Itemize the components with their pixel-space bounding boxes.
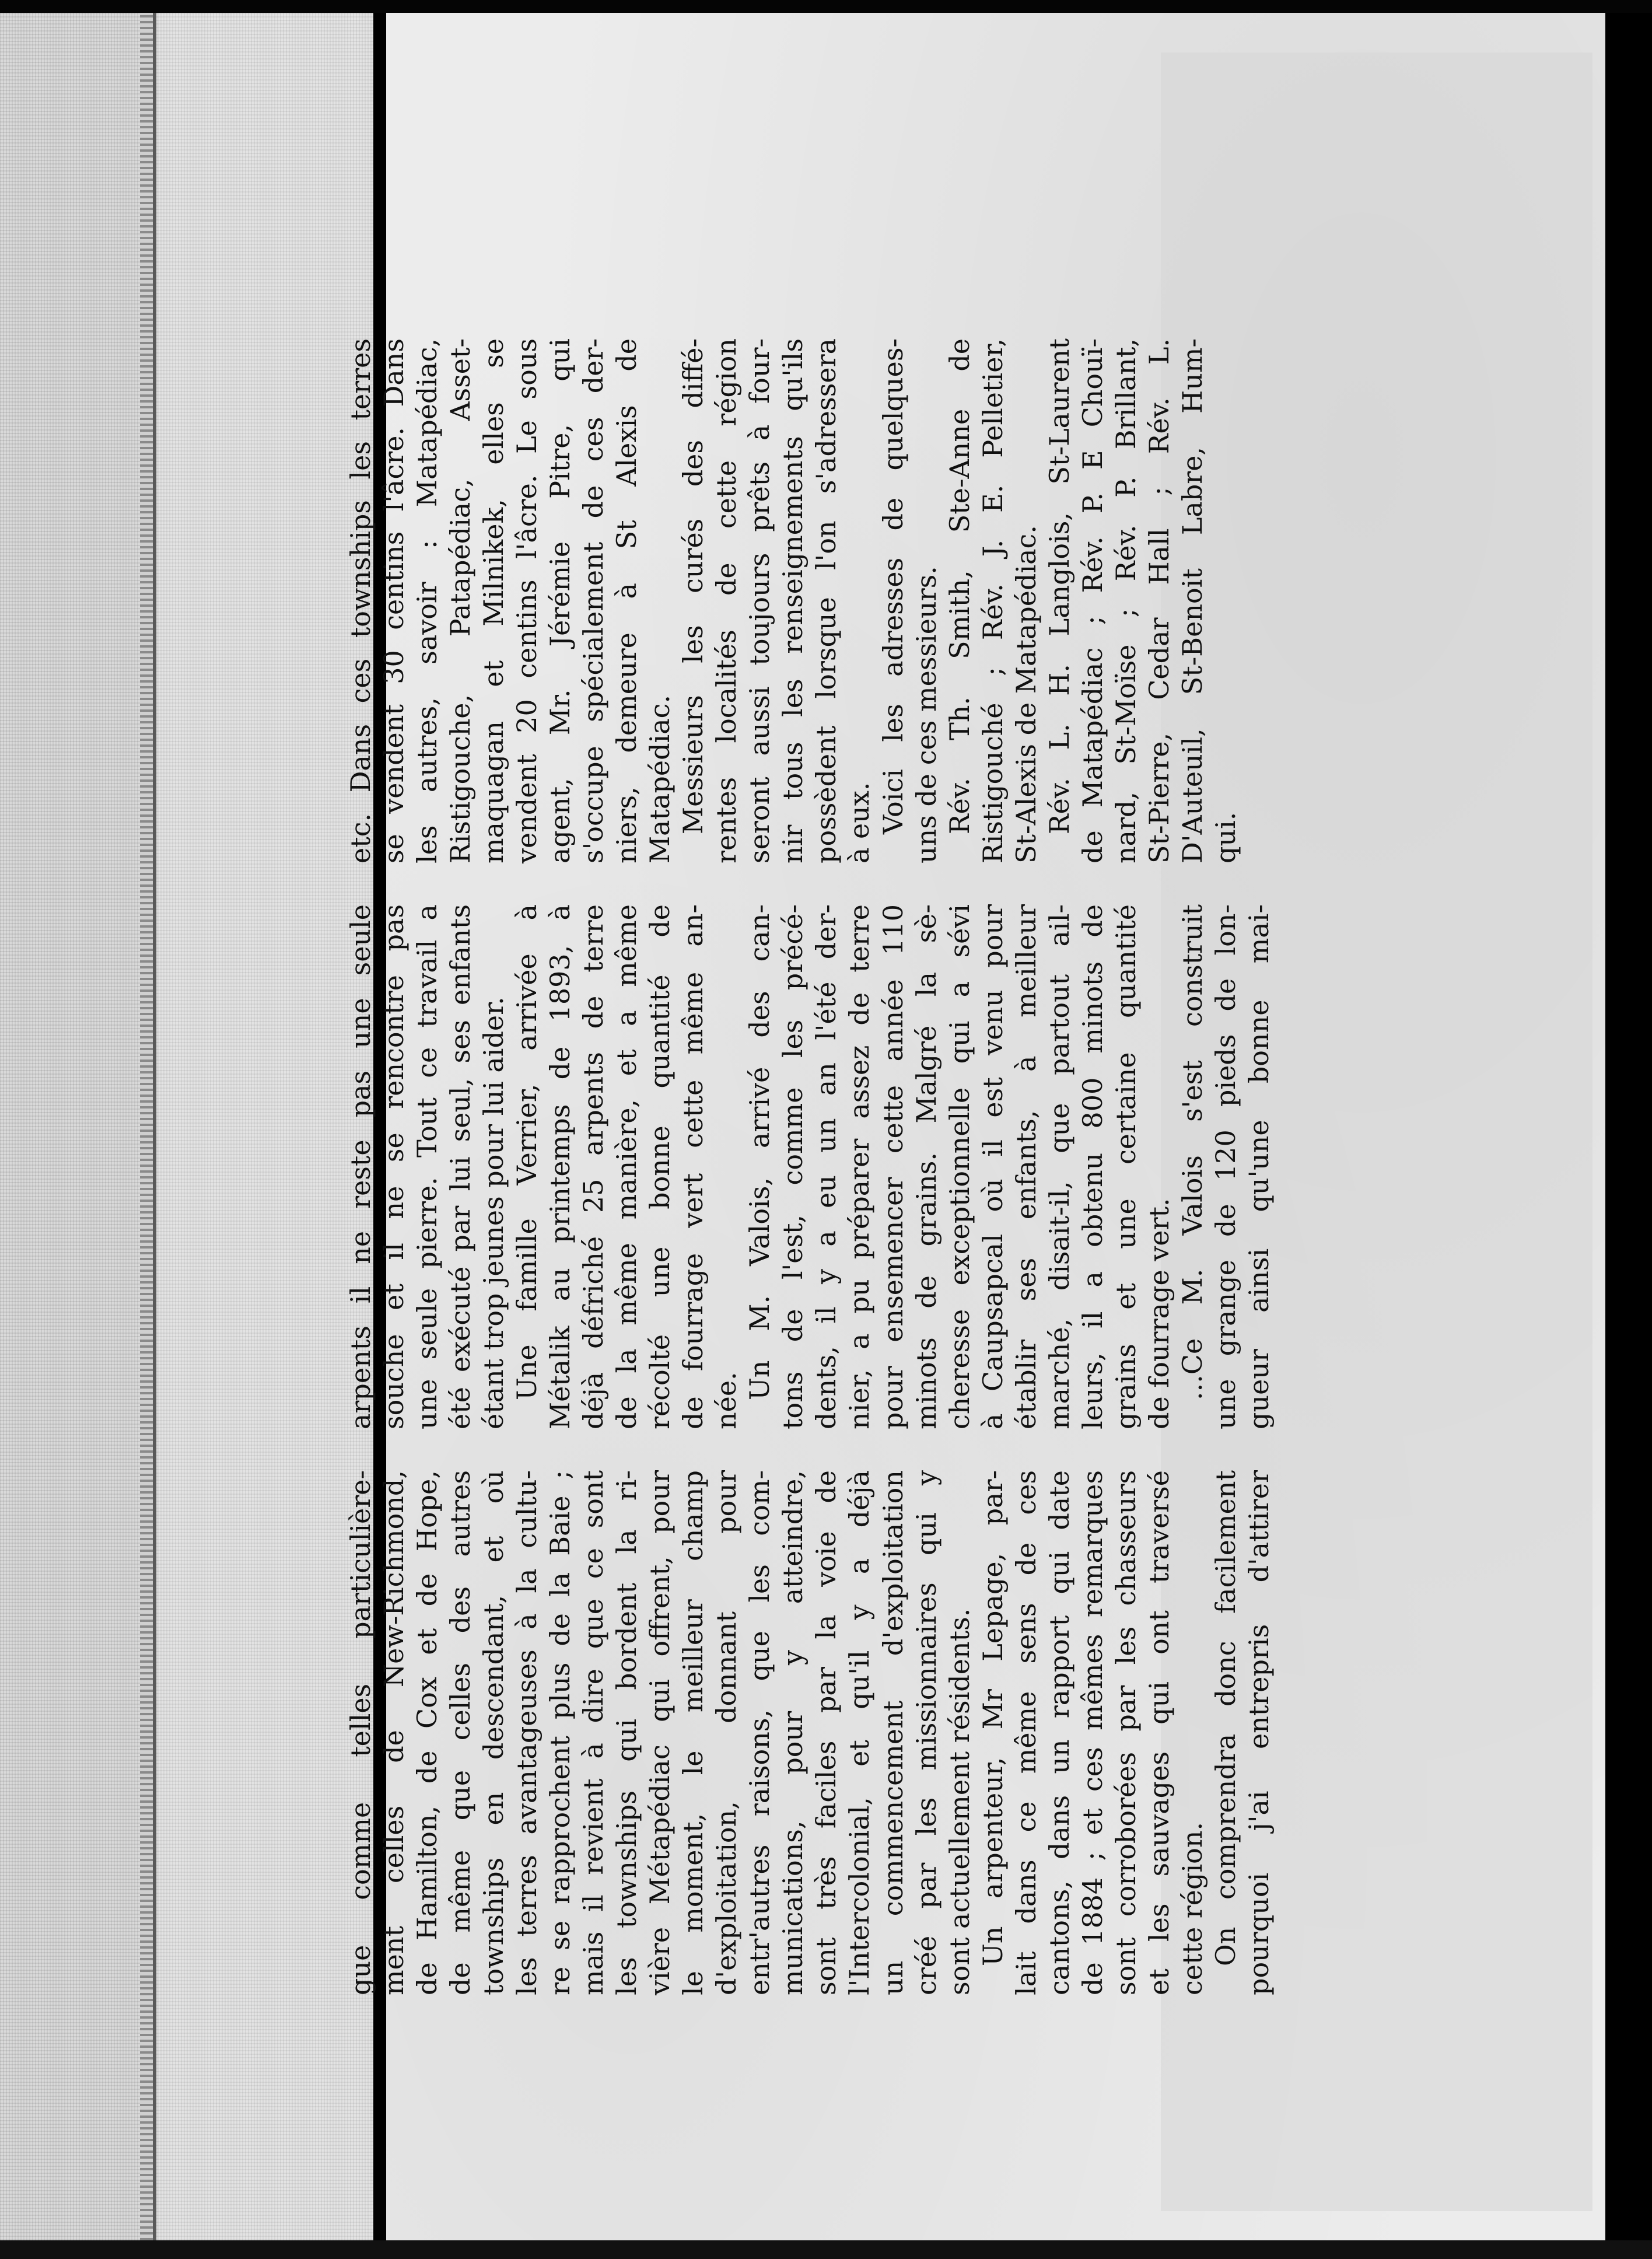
text-line: On comprendra donc facilement bbox=[1209, 1470, 1241, 1966]
binding-stitch-seam bbox=[140, 13, 153, 2240]
text-line: gue comme telles particulière- bbox=[345, 1470, 376, 1995]
article-text-block bbox=[344, 245, 1289, 1995]
text-line: et les sauvages qui ont traversé bbox=[1143, 1470, 1175, 1995]
frame-bottom-border bbox=[0, 2240, 1652, 2259]
text-line: Rév. L. H. Langlois, St-Laurent bbox=[1043, 338, 1075, 834]
text-line: sont très faciles par la voie de bbox=[810, 1470, 842, 1995]
text-line: Ristigouche, Patapédiac, Asset- bbox=[444, 338, 477, 863]
text-line: créé par les missionnaires qui y bbox=[910, 1470, 942, 1995]
text-line: de fourrage vert cette même an- bbox=[677, 904, 709, 1429]
text-line: minots de grains. Malgré la sè- bbox=[910, 904, 942, 1429]
text-line: les autres, savoir : Matapédiac, bbox=[411, 338, 443, 863]
text-line: leurs, il a obtenu 800 minots de bbox=[1076, 904, 1108, 1429]
text-line: étant trop jeunes pour lui aider. bbox=[478, 996, 510, 1429]
text-line: entr'autres raisons, que les com- bbox=[744, 1470, 776, 1995]
text-line: les townships qui bordent la ri- bbox=[611, 1470, 643, 1995]
text-line: pourquoi j'ai entrepris d'attirer bbox=[1242, 1470, 1275, 1995]
text-line: vendent 20 centins l'âcre. Le sous bbox=[511, 338, 543, 863]
text-line: Une famille Verrier, arrivée à bbox=[511, 904, 543, 1400]
frame-right-border bbox=[1605, 13, 1652, 2240]
text-line: à Caupsapcal où il est venu pour bbox=[977, 904, 1009, 1429]
text-line: etc. Dans ces townships les terres bbox=[345, 338, 376, 863]
text-line: agent, Mr. Jérémie Pitre, qui bbox=[544, 338, 576, 863]
text-line: dents, il y a eu un an l'été der- bbox=[810, 904, 842, 1429]
text-line: cheresse exceptionnelle qui a sévi bbox=[943, 904, 975, 1429]
text-line: ...Ce M. Valois s'est construit bbox=[1176, 904, 1208, 1400]
article-column-3 bbox=[344, 338, 1289, 863]
text-line: maquagan et Milnikek, elles se bbox=[478, 338, 510, 863]
text-line: sont corroborées par les chasseurs bbox=[1110, 1470, 1142, 1995]
text-line: de Hamilton, de Cox et de Hope, bbox=[411, 1470, 443, 1995]
binding-seam-shadow bbox=[153, 13, 156, 2240]
text-line: les terres avantageuses à la cultu- bbox=[511, 1470, 543, 1995]
text-line: Métalik au printemps de 1893, à bbox=[544, 904, 576, 1429]
text-line: Voici les adresses de quelques- bbox=[877, 338, 909, 834]
text-line: Rév. Th. Smith, Ste-Anne de bbox=[943, 338, 975, 834]
text-line: Un M. Valois, arrivé des can- bbox=[744, 904, 776, 1400]
text-line: D'Auteuil, St-Benoit Labre, Hum- bbox=[1176, 338, 1208, 863]
text-line: un commencement d'exploitation bbox=[877, 1470, 909, 1995]
text-line: marché, disait-il, que partout ail- bbox=[1043, 904, 1075, 1429]
text-line: d'exploitation, donnant pour bbox=[710, 1470, 743, 1995]
text-line: été exécuté par lui seul, ses enfants bbox=[444, 904, 477, 1429]
article-column-2 bbox=[344, 904, 1289, 1429]
text-line: cantons, dans un rapport qui date bbox=[1043, 1470, 1075, 1995]
frame-top-border bbox=[0, 0, 1652, 13]
text-line: Messieurs les curés des diffé- bbox=[677, 338, 709, 834]
text-line: nir tous les renseignements qu'ils bbox=[777, 338, 809, 863]
text-line: Un arpenteur, Mr Lepage, par- bbox=[977, 1470, 1009, 1966]
text-line: nard, St-Moïse ; Rév. P. Brillant, bbox=[1110, 338, 1142, 863]
text-line: de Matapédiac ; Rév. P. E Chouï- bbox=[1076, 338, 1108, 863]
text-line: grains et une certaine quantité bbox=[1110, 904, 1142, 1429]
text-line: nier, a pu préparer assez de terre bbox=[844, 904, 876, 1429]
text-line: sont actuellement résidents. bbox=[943, 1608, 975, 1995]
text-line: re se rapprochent plus de la Baie ; bbox=[544, 1470, 576, 1995]
text-line: lait dans ce même sens de ces bbox=[1010, 1470, 1042, 1995]
text-line: de fourrage vert. bbox=[1143, 1198, 1175, 1429]
text-line: townships en descendant, et où bbox=[478, 1470, 510, 1995]
binding-cloth-band bbox=[158, 13, 373, 2240]
text-line: se vendent 30 centins l'âcre. Dans bbox=[378, 338, 410, 863]
article-column-1 bbox=[344, 1470, 1289, 1995]
text-line: cette région. bbox=[1176, 1821, 1208, 1995]
text-line: de la même manière, et a même bbox=[611, 904, 643, 1429]
text-line: ment celles de New-Richmond, bbox=[378, 1470, 410, 1995]
text-line: qui. bbox=[1209, 812, 1241, 863]
text-line: de même que celles des autres bbox=[444, 1470, 477, 1995]
text-line: possèdent lorsque l'on s'adressera bbox=[810, 338, 842, 863]
text-line: gueur ainsi qu'une bonne mai- bbox=[1242, 904, 1275, 1429]
text-line: arpents il ne reste pas une seule bbox=[345, 904, 376, 1429]
text-line: souche et il ne se rencontre pas bbox=[378, 904, 410, 1429]
text-line: s'occupe spécialement de ces der- bbox=[578, 338, 610, 863]
text-line: pour ensemencer cette année 110 bbox=[877, 904, 909, 1429]
text-line: établir ses enfants, à meilleur bbox=[1010, 904, 1042, 1429]
text-line: une grange de 120 pieds de lon- bbox=[1209, 904, 1241, 1429]
text-line: déjà défriché 25 arpents de terre bbox=[578, 904, 610, 1429]
text-line: seront aussi toujours prêts à four- bbox=[744, 338, 776, 863]
text-line: le moment, le meilleur champ bbox=[677, 1470, 709, 1995]
text-line: Ristigouché ; Rév. J. E. Pelletier, bbox=[977, 338, 1009, 863]
text-line: niers, demeure à St Alexis de bbox=[611, 338, 643, 863]
text-line: l'Intercolonial, et qu'il y a déjà bbox=[844, 1470, 876, 1995]
text-line: Matapédiac. bbox=[644, 694, 676, 863]
text-line: à eux. bbox=[844, 782, 876, 863]
text-line: récolté une bonne quantité de bbox=[644, 904, 676, 1429]
text-line: mais il revient à dire que ce sont bbox=[578, 1470, 610, 1995]
text-line: rentes localités de cette région bbox=[710, 338, 743, 863]
text-line: une seule pierre. Tout ce travail a bbox=[411, 904, 443, 1429]
text-line: uns de ces messieurs. bbox=[910, 566, 942, 863]
text-line: vière Métapédiac qui offrent, pour bbox=[644, 1470, 676, 1995]
text-line: munications, pour y atteindre, bbox=[777, 1470, 809, 1995]
text-line: née. bbox=[710, 1372, 743, 1429]
text-line: St-Pierre, Cedar Hall ; Rév. L. bbox=[1143, 338, 1175, 863]
text-line: de 1884 ; et ces mêmes remarques bbox=[1076, 1470, 1108, 1995]
text-line: St-Alexis de Matapédiac. bbox=[1010, 525, 1042, 863]
text-line: tons de l'est, comme les précé- bbox=[777, 904, 809, 1429]
